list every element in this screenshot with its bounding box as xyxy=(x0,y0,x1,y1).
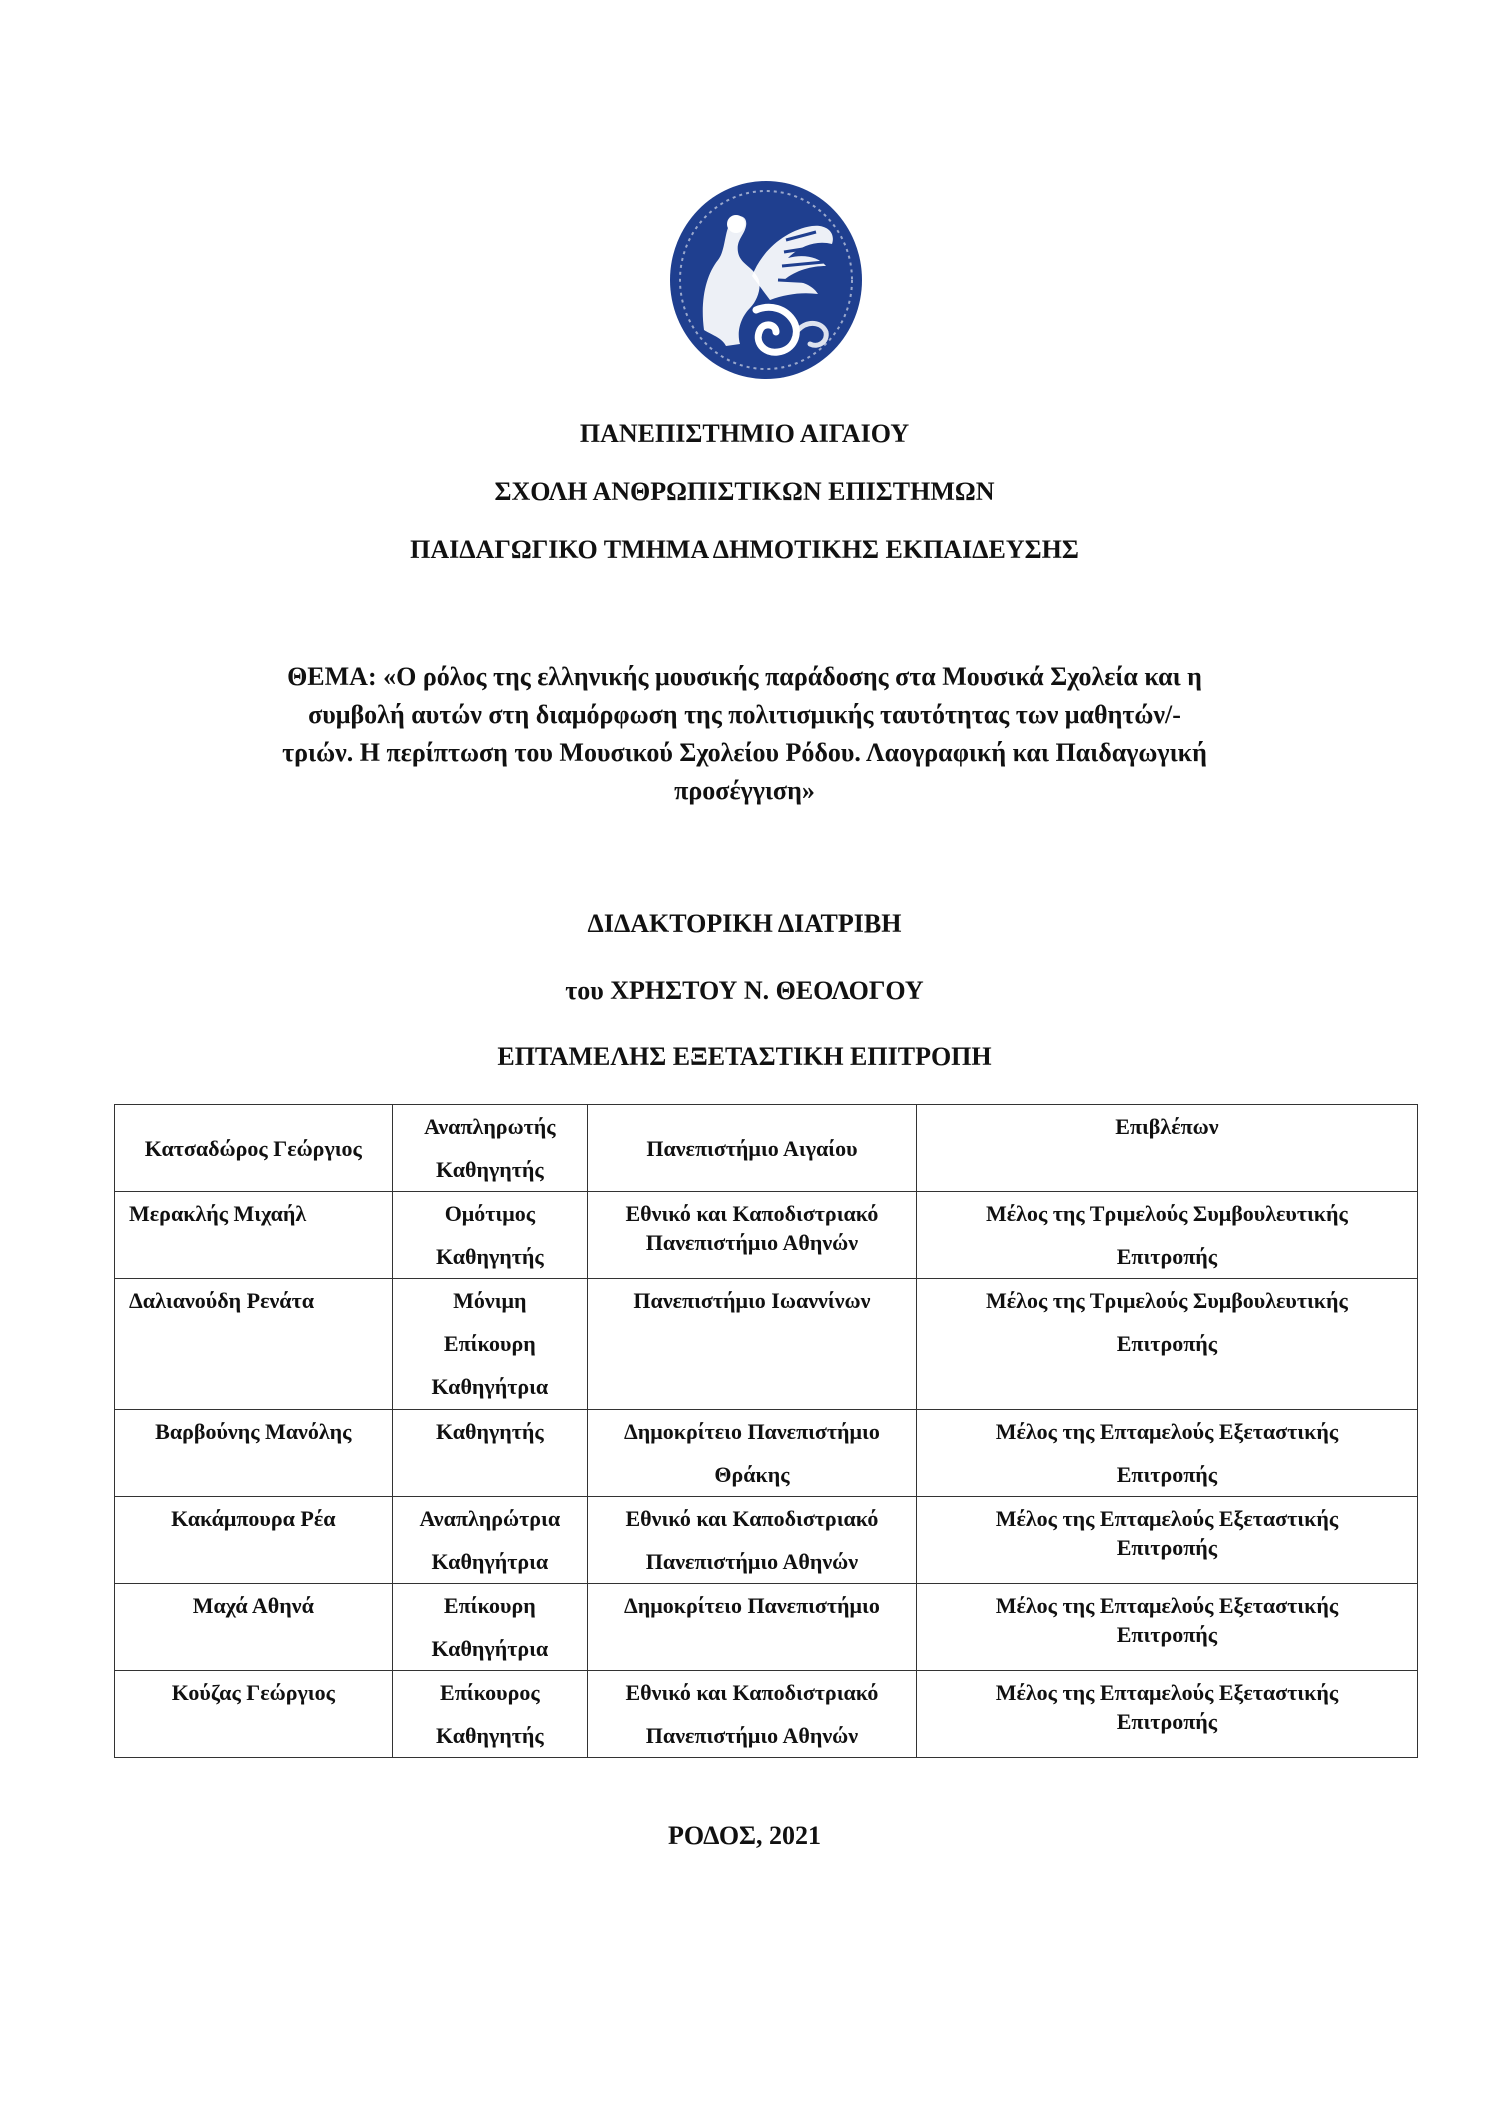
member-rank xyxy=(392,1279,587,1410)
member-role xyxy=(916,1671,1417,1758)
member-rank-line: Καθηγήτρια xyxy=(431,1374,549,1399)
member-rank xyxy=(392,1497,587,1584)
member-university-line: Θράκης xyxy=(714,1462,790,1487)
thesis-subject-line: προσέγγιση» xyxy=(674,776,815,805)
member-role-line: Μέλος της Επταμελούς Εξεταστικής xyxy=(995,1419,1339,1444)
member-rank-line: Μόνιμη xyxy=(453,1288,527,1313)
member-rank-line: Ομότιμος xyxy=(444,1201,535,1226)
member-role-line: Μέλος της Τριμελούς Συμβουλευτικής xyxy=(986,1201,1348,1226)
member-role xyxy=(916,1584,1417,1671)
member-rank-line: Επίκουρη xyxy=(443,1331,536,1356)
member-role-line: Μέλος της Επταμελούς Εξεταστικής xyxy=(995,1506,1339,1531)
member-role-line: Επιτροπής xyxy=(1116,1331,1218,1356)
member-role-line: Επιτροπής xyxy=(1116,1462,1218,1487)
member-rank-line: Καθηγήτρια xyxy=(431,1636,549,1661)
member-rank: Καθηγητής xyxy=(392,1410,587,1497)
member-name: Βαρβούνης Μανόλης xyxy=(115,1410,393,1497)
member-rank-line: Καθηγήτρια xyxy=(431,1549,549,1574)
member-university-line: Δημοκρίτειο Πανεπιστήμιο xyxy=(624,1419,880,1444)
member-name: Μερακλής Μιχαήλ xyxy=(115,1192,393,1279)
table-row xyxy=(115,1410,1418,1497)
member-name: Μαχά Αθηνά xyxy=(115,1584,393,1671)
member-university xyxy=(588,1410,917,1497)
member-role-line: Μέλος της Επταμελούς Εξεταστικής xyxy=(995,1593,1339,1618)
member-rank xyxy=(392,1105,587,1192)
member-university xyxy=(588,1192,917,1279)
table-row xyxy=(115,1671,1418,1758)
place-date: ΡΟΔΟΣ, 2021 xyxy=(667,1821,822,1850)
thesis-author: του ΧΡΗΣΤΟΥ Ν. ΘΕΟΛΟΓΟΥ xyxy=(565,976,924,1005)
member-rank-line: Επίκουρος xyxy=(440,1680,540,1705)
school-name: ΣΧΟΛΗ ΑΝΘΡΩΠΙΣΤΙΚΩΝ ΕΠΙΣΤΗΜΩΝ xyxy=(494,477,995,506)
member-rank-line: Καθηγητής xyxy=(436,1157,544,1182)
member-name: Δαλιανούδη Ρενάτα xyxy=(115,1279,393,1410)
member-role-line: Επιτροπής xyxy=(1116,1622,1218,1647)
committee-title: ΕΠΤΑΜΕΛΗΣ ΕΞΕΤΑΣΤΙΚΗ ΕΠΙΤΡΟΠΗ xyxy=(497,1042,992,1071)
member-university-line: Πανεπιστήμιο Αθηνών xyxy=(645,1723,859,1748)
member-role-line: Επιτροπής xyxy=(1116,1535,1218,1560)
thesis-subject-line: συμβολή αυτών στη διαμόρφωση της πολιτισμικής ταυτότητας των μαθητών/- xyxy=(308,700,1181,729)
member-rank xyxy=(392,1584,587,1671)
thesis-subject-line: τριών. Η περίπτωση του Μουσικού Σχολείου Ρόδου. Λαογραφική και Παιδαγωγική xyxy=(282,738,1207,767)
member-rank xyxy=(392,1192,587,1279)
member-university-line: Εθνικό και Καποδιστριακό xyxy=(625,1506,879,1531)
member-rank-line: Καθηγητής xyxy=(436,1723,544,1748)
thesis-subject-line: ΘΕΜΑ: «Ο ρόλος της ελληνικής μουσικής παράδοσης στα Μουσικά Σχολεία και η xyxy=(287,662,1202,691)
member-university xyxy=(588,1671,917,1758)
member-rank xyxy=(392,1671,587,1758)
member-role-line: Επιτροπής xyxy=(1116,1709,1218,1734)
member-university-line: Πανεπιστήμιο Αθηνών xyxy=(645,1230,859,1255)
member-name: Κούζας Γεώργιος xyxy=(115,1671,393,1758)
member-university: Δημοκρίτειο Πανεπιστήμιο xyxy=(588,1584,917,1671)
member-role-line: Μέλος της Τριμελούς Συμβουλευτικής xyxy=(986,1288,1348,1313)
table-row xyxy=(115,1584,1418,1671)
member-university-line: Πανεπιστήμιο Αθηνών xyxy=(645,1549,859,1574)
member-university xyxy=(588,1497,917,1584)
committee-table xyxy=(114,1104,1418,1758)
member-role: Επιβλέπων xyxy=(916,1105,1417,1192)
member-rank-line: Αναπληρωτής xyxy=(424,1114,556,1139)
table-row xyxy=(115,1105,1418,1192)
table-row xyxy=(115,1279,1418,1410)
member-university-line: Εθνικό και Καποδιστριακό xyxy=(625,1201,879,1226)
member-rank-line: Αναπληρώτρια xyxy=(419,1506,561,1531)
department-name: ΠΑΙΔΑΓΩΓΙΚΟ ΤΜΗΜΑ ΔΗΜΟΤΙΚΗΣ ΕΚΠΑΙΔΕΥΣΗΣ xyxy=(410,535,1079,564)
member-university: Πανεπιστήμιο Ιωαννίνων xyxy=(588,1279,917,1410)
member-university: Πανεπιστήμιο Αιγαίου xyxy=(588,1105,917,1192)
member-role-line: Μέλος της Επταμελούς Εξεταστικής xyxy=(995,1680,1339,1705)
thesis-type: ΔΙΔΑΚΤΟΡΙΚΗ ΔΙΑΤΡΙΒΗ xyxy=(587,909,902,938)
member-name: Κατσαδώρος Γεώργιος xyxy=(115,1105,393,1192)
member-role xyxy=(916,1497,1417,1584)
member-rank-line: Επίκουρη xyxy=(443,1593,536,1618)
member-role-line: Επιτροπής xyxy=(1116,1244,1218,1269)
member-role xyxy=(916,1410,1417,1497)
table-row xyxy=(115,1192,1418,1279)
university-name: ΠΑΝΕΠΙΣΤΗΜΙΟ ΑΙΓΑΙΟΥ xyxy=(579,419,910,448)
member-rank-line: Καθηγητής xyxy=(436,1244,544,1269)
member-university-line: Εθνικό και Καποδιστριακό xyxy=(625,1680,879,1705)
thesis-subject xyxy=(200,658,1289,810)
member-role xyxy=(916,1192,1417,1279)
table-row xyxy=(115,1497,1418,1584)
university-seal-icon xyxy=(666,180,866,380)
member-name: Κακάμπουρα Ρέα xyxy=(115,1497,393,1584)
member-role xyxy=(916,1279,1417,1410)
